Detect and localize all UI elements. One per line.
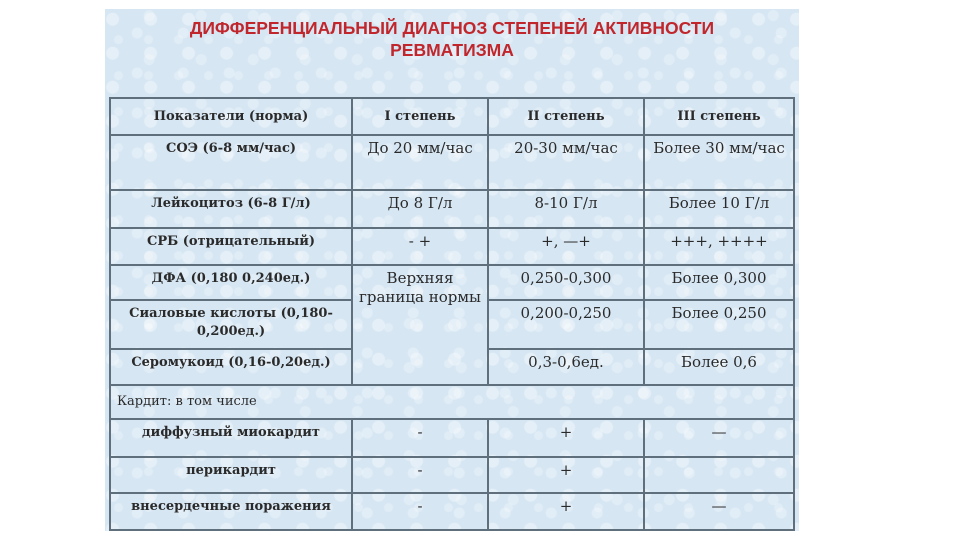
- extracardiac-degree-2: +: [488, 493, 644, 530]
- dpa-degree-2: 0,250-0,300: [488, 265, 644, 300]
- leukocytosis-degree-3: Более 10 Г/л: [644, 190, 794, 228]
- table-row: [110, 493, 794, 530]
- title-line-1: ДИФФЕРЕНЦИАЛЬНЫЙ ДИАГНОЗ СТЕПЕНЕЙ АКТИВНОСТИ: [189, 18, 715, 38]
- sialic-degree-2: 0,200-0,250: [488, 300, 644, 349]
- myocarditis-degree-3: —: [644, 419, 794, 457]
- table-row: [110, 190, 794, 228]
- pericarditis-degree-2: +: [488, 457, 644, 493]
- indicator-myocarditis: диффузный миокардит: [110, 419, 352, 457]
- pericarditis-degree-3: [644, 457, 794, 493]
- table-row: [110, 457, 794, 493]
- slide: [105, 9, 799, 531]
- indicator-dpa: ДФА (0,180 0,240ед.): [110, 265, 352, 300]
- carditis-label: Кардит: в том числе: [110, 385, 794, 419]
- esr-degree-2: 20-30 мм/час: [488, 135, 644, 190]
- indicator-crp: СРБ (отрицательный): [110, 228, 352, 265]
- title-line-2: РЕВМАТИЗМА: [390, 40, 514, 60]
- seromucoid-degree-3: Более 0,6: [644, 349, 794, 385]
- crp-degree-3: +++, ++++: [644, 228, 794, 265]
- extracardiac-degree-3: —: [644, 493, 794, 530]
- esr-degree-3: Более 30 мм/час: [644, 135, 794, 190]
- table-row: [110, 419, 794, 457]
- indicator-extracardiac: внесердечные поражения: [110, 493, 352, 530]
- indicator-seromucoid: Серомукоид (0,16-0,20ед.): [110, 349, 352, 385]
- table-header-row: [110, 98, 794, 135]
- table-row: [110, 228, 794, 265]
- seromucoid-degree-2: 0,3-0,6ед.: [488, 349, 644, 385]
- sialic-degree-3: Более 0,250: [644, 300, 794, 349]
- leukocytosis-degree-1: До 8 Г/л: [352, 190, 488, 228]
- extracardiac-degree-1: -: [352, 493, 488, 530]
- myocarditis-degree-2: +: [488, 419, 644, 457]
- table-row: [110, 265, 794, 300]
- header-degree-1: I степень: [352, 98, 488, 135]
- dpa-degree-3: Более 0,300: [644, 265, 794, 300]
- table-row: [110, 385, 794, 419]
- header-degree-3: III степень: [644, 98, 794, 135]
- pericarditis-degree-1: -: [352, 457, 488, 493]
- indicator-sialic-acids: Сиаловые кислоты (0,180-0,200ед.): [110, 300, 352, 349]
- indicator-leukocytosis: Лейкоцитоз (6-8 Г/л): [110, 190, 352, 228]
- indicator-pericarditis: перикардит: [110, 457, 352, 493]
- table-row: [110, 135, 794, 190]
- upper-normal-limit: Верхняя граница нормы: [352, 265, 488, 385]
- indicator-esr: СОЭ (6-8 мм/час): [110, 135, 352, 190]
- activity-degree-table: [109, 97, 795, 531]
- leukocytosis-degree-2: 8-10 Г/л: [488, 190, 644, 228]
- slide-title: [105, 17, 799, 61]
- esr-degree-1: До 20 мм/час: [352, 135, 488, 190]
- header-indicators: Показатели (норма): [110, 98, 352, 135]
- crp-degree-2: +, —+: [488, 228, 644, 265]
- crp-degree-1: - +: [352, 228, 488, 265]
- header-degree-2: II степень: [488, 98, 644, 135]
- myocarditis-degree-1: -: [352, 419, 488, 457]
